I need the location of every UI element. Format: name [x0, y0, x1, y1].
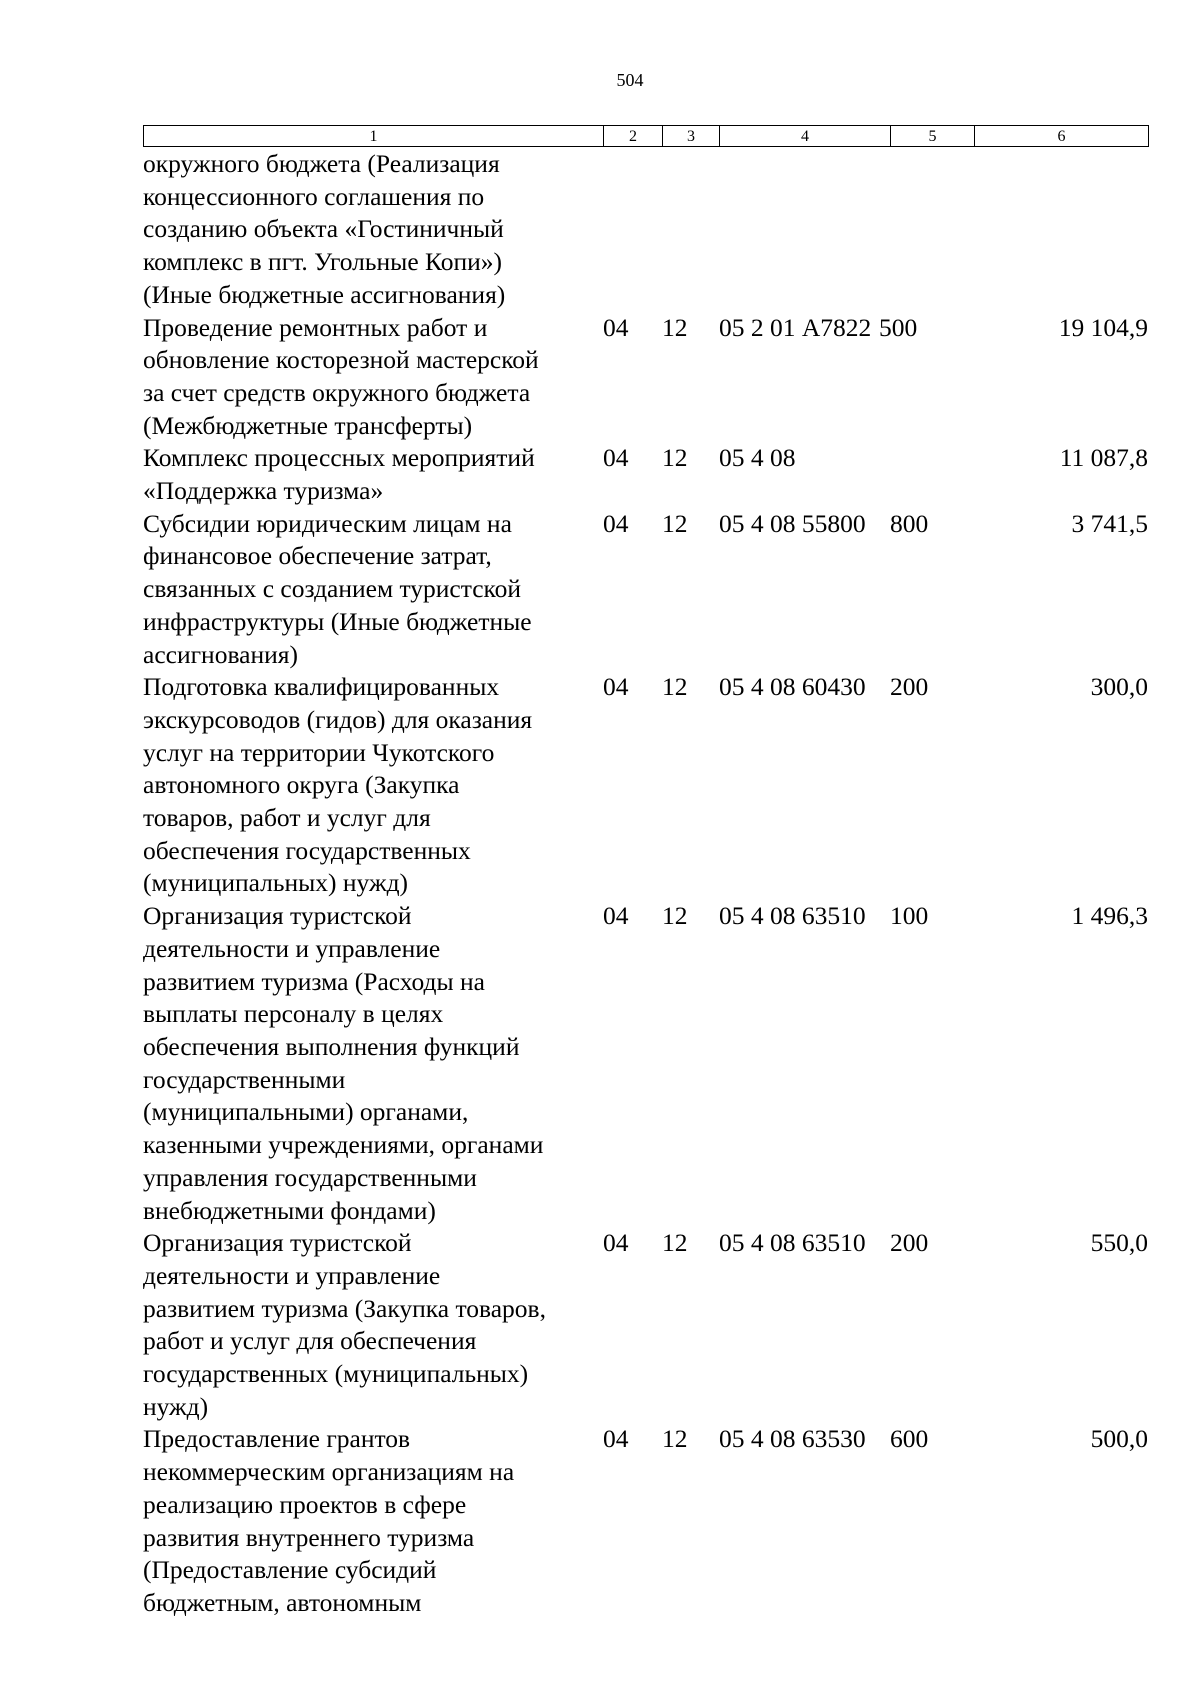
column-header-row: [144, 126, 1149, 147]
row-target-code: 05 4 08 60430: [719, 672, 866, 702]
row-amount: 1 496,3: [1071, 901, 1148, 931]
row-amount: 3 741,5: [1071, 508, 1148, 538]
table-row: [143, 148, 1148, 312]
column-header-3: 3: [663, 126, 720, 147]
row-section: 04: [603, 443, 629, 473]
row-target-code: 05 2 01 А7822: [719, 312, 872, 342]
row-amount: 500,0: [1090, 1424, 1148, 1454]
column-header-1: 1: [144, 126, 604, 147]
row-name: Подготовка квалифицированных экскурсоводов (гидов) для оказания услуг на территории Чукотского автономного округа (Закупка товаров, работ и услуг для обеспечения государственных (муниципальных) нужд): [143, 672, 533, 898]
table-row: [143, 312, 1148, 443]
column-header-6: 6: [975, 126, 1149, 147]
column-header-table: [143, 125, 1149, 147]
row-amount: 550,0: [1090, 1228, 1148, 1258]
table-row: [143, 508, 1148, 672]
row-target-code: 05 4 08 63510: [719, 1228, 866, 1258]
row-section: 04: [603, 1424, 629, 1454]
row-target-code: 05 4 08: [719, 443, 796, 473]
row-name: Предоставление грантов некоммерческим организациям на реализацию проектов в сфере развития внутреннего туризма (Предоставление субсидий бюджетным, автономным: [143, 1424, 515, 1617]
row-name: Комплекс процессных мероприятий «Поддержка туризма»: [143, 443, 535, 506]
row-name: окружного бюджета (Реализация концессионного соглашения по созданию объекта «Гостиничный комплекс в пгт. Угольные Копи») (Иные бюджетные ассигнования): [143, 149, 506, 309]
row-subsection: 12: [662, 443, 688, 473]
row-section: 04: [603, 312, 629, 342]
page-number: 504: [616, 70, 644, 90]
row-amount: 19 104,9: [1058, 312, 1148, 342]
column-header-2: 2: [604, 126, 663, 147]
row-amount: 11 087,8: [1059, 443, 1148, 473]
budget-rows: [143, 148, 1148, 1620]
row-expense-type: 200: [890, 1228, 929, 1258]
row-section: 04: [603, 901, 629, 931]
row-subsection: 12: [662, 901, 688, 931]
column-header-5: 5: [891, 126, 975, 147]
row-expense-type: 500: [879, 312, 918, 342]
row-target-code: 05 4 08 63530: [719, 1424, 866, 1454]
row-expense-type: 100: [890, 901, 929, 931]
row-amount: 300,0: [1090, 672, 1148, 702]
row-name: Организация туристской деятельности и управление развитием туризма (Расходы на выплаты персоналу в целях обеспечения выполнения функций государственными (муниципальными) органами, казенными учреждениями, органами управления государственными внебюджетными фондами): [143, 901, 544, 1225]
table-row: [143, 671, 1148, 900]
row-subsection: 12: [662, 312, 688, 342]
row-expense-type: 600: [890, 1424, 929, 1454]
table-row: [143, 442, 1148, 507]
row-target-code: 05 4 08 55800: [719, 508, 866, 538]
row-section: 04: [603, 672, 629, 702]
row-name: Организация туристской деятельности и управление развитием туризма (Закупка товаров, работ и услуг для обеспечения государственных (муниципальных) нужд): [143, 1228, 546, 1421]
row-subsection: 12: [662, 1228, 688, 1258]
table-row: [143, 1423, 1148, 1619]
row-name: Проведение ремонтных работ и обновление косторезной мастерской за счет средств окружного бюджета (Межбюджетные трансферты): [143, 312, 539, 440]
table-row: [143, 900, 1148, 1227]
row-expense-type: 800: [890, 508, 929, 538]
row-name: Субсидии юридическим лицам на финансовое обеспечение затрат, связанных с созданием туристской инфраструктуры (Иные бюджетные ассигнования): [143, 508, 532, 669]
row-target-code: 05 4 08 63510: [719, 901, 866, 931]
row-subsection: 12: [662, 672, 688, 702]
row-section: 04: [603, 508, 629, 538]
table-row: [143, 1227, 1148, 1423]
row-subsection: 12: [662, 1424, 688, 1454]
row-subsection: 12: [662, 508, 688, 538]
row-expense-type: 200: [890, 672, 929, 702]
column-header-4: 4: [720, 126, 891, 147]
row-section: 04: [603, 1228, 629, 1258]
